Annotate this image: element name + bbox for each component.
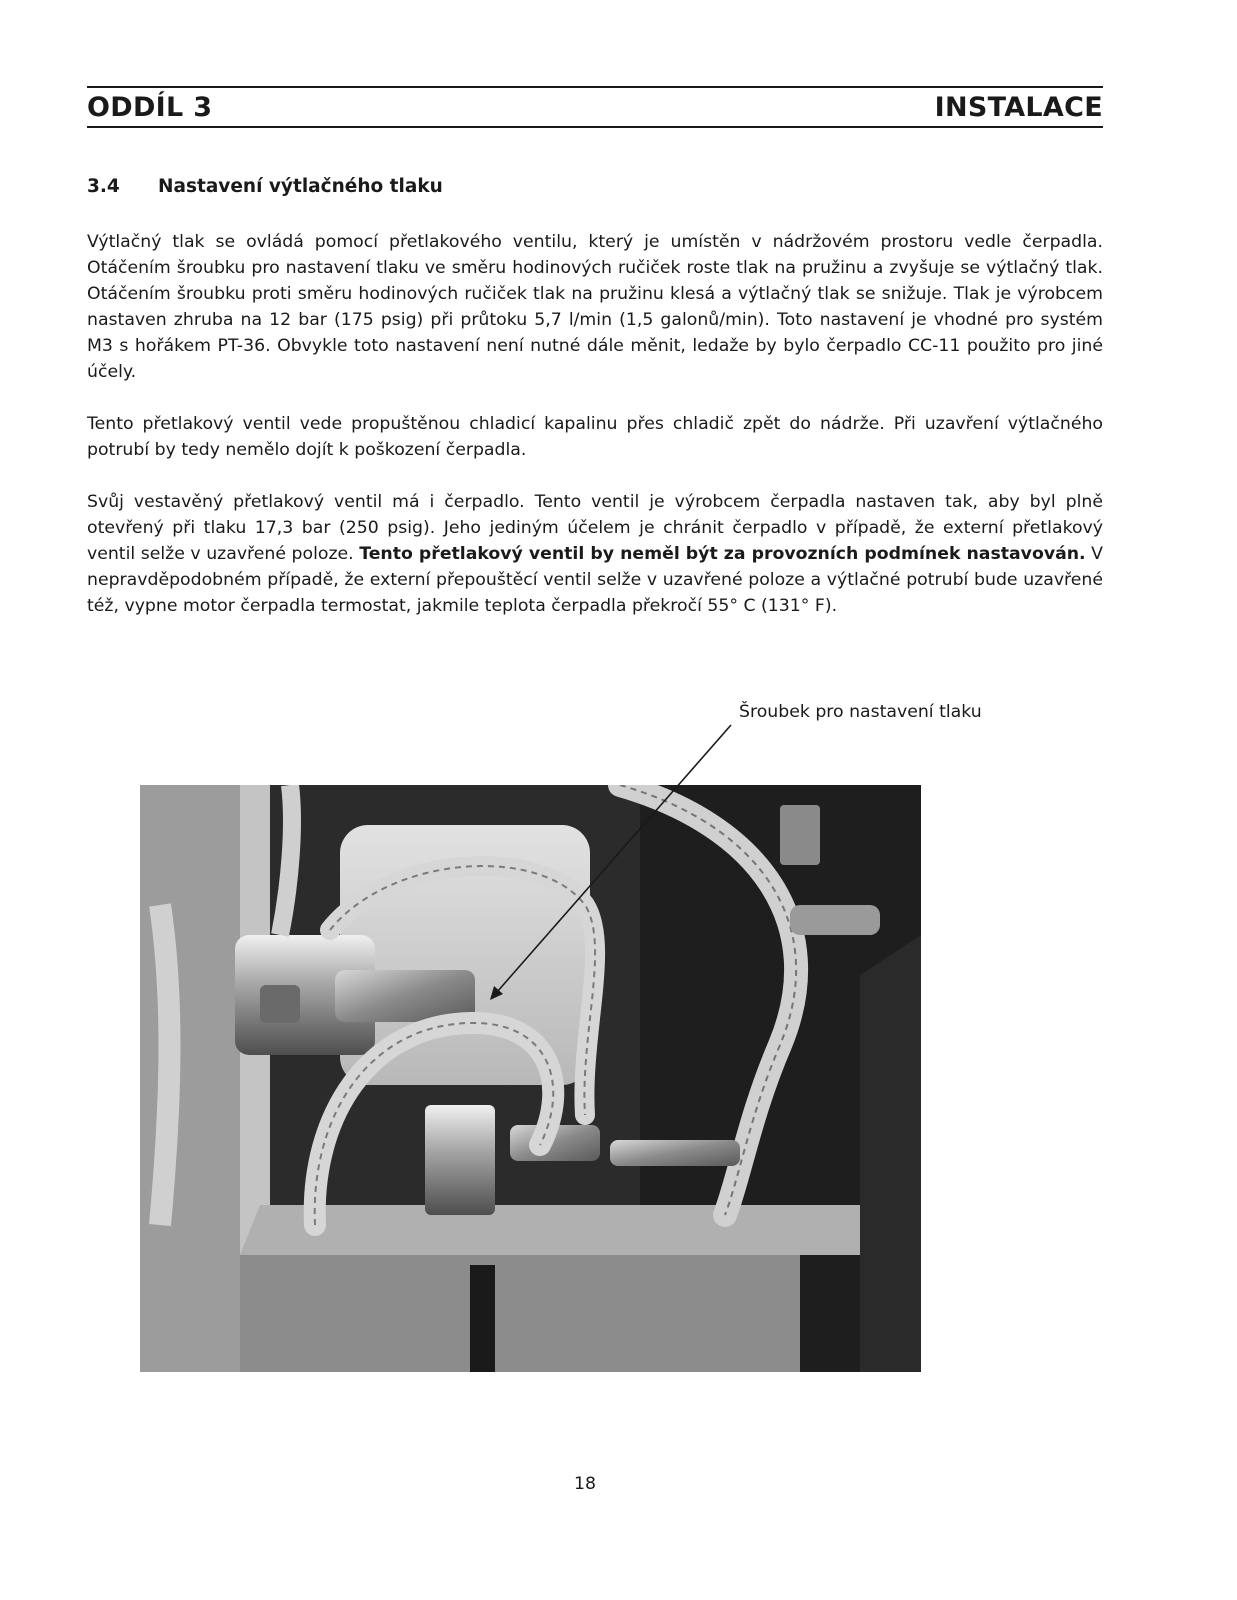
section-title: Nastavení výtlačného tlaku bbox=[158, 176, 443, 197]
paragraph-3 bbox=[87, 489, 1103, 619]
section-label: ODDÍL 3 bbox=[87, 92, 213, 123]
pump-photo bbox=[140, 785, 921, 1372]
paragraph-3-end: V nepravděpodobném případě, že externí přepouštěcí ventil selže v uzavřené poloze a výtlačné potrubí bude uzavřené též, vypne motor čerpadla termostat, jakmile teplota čerpadla překročí 55° C (131° F). bbox=[87, 544, 1103, 616]
paragraph-3-start: Svůj vestavěný přetlakový ventil má i čerpadlo. Tento ventil je výrobcem čerpadla nastaven tak, aby byl plně otevřený při tlaku 17,3 bar (250 psig). Jeho jediným účelem je chránit čerpadlo v případě, že externí přetlakový ventil selže v uzavřené poloze. bbox=[87, 492, 1103, 564]
pump-photo-illustration bbox=[140, 785, 921, 1372]
chapter-title: INSTALACE bbox=[934, 92, 1103, 123]
callout-label: Šroubek pro nastavení tlaku bbox=[739, 702, 982, 722]
paragraph-3-warning: Tento přetlakový ventil by neměl být za provozních podmínek nastavován. bbox=[359, 544, 1086, 564]
page-number: 18 bbox=[574, 1474, 596, 1494]
paragraph-1: Výtlačný tlak se ovládá pomocí přetlakového ventilu, který je umístěn v nádržovém prostoru vedle čerpadla. Otáčením šroubku pro nastavení tlaku ve směru hodinových ručiček roste tlak na pružinu a zvyšuje se výtlačný tlak. Otáčením šroubku proti směru hodinových ručiček tlak na pružinu klesá a výtlačný tlak se snižuje. Tlak je výrobcem nastaven zhruba na 12 bar (175 psig) při průtoku 5,7 l/min (1,5 galonů/min). Toto nastavení je vhodné pro systém M3 s hořákem PT-36. Obvykle toto nastavení není nutné dále měnit, ledaže by bylo čerpadlo CC-11 použito pro jiné účely. bbox=[87, 232, 1103, 382]
header-top-rule bbox=[87, 86, 1103, 88]
paragraph-2: Tento přetlakový ventil vede propuštěnou chladicí kapalinu přes chladič zpět do nádrže. Při uzavření výtlačného potrubí by tedy nemělo dojít k poškození čerpadla. bbox=[87, 414, 1103, 460]
section-number: 3.4 bbox=[87, 176, 120, 197]
header-bottom-rule bbox=[87, 126, 1103, 128]
